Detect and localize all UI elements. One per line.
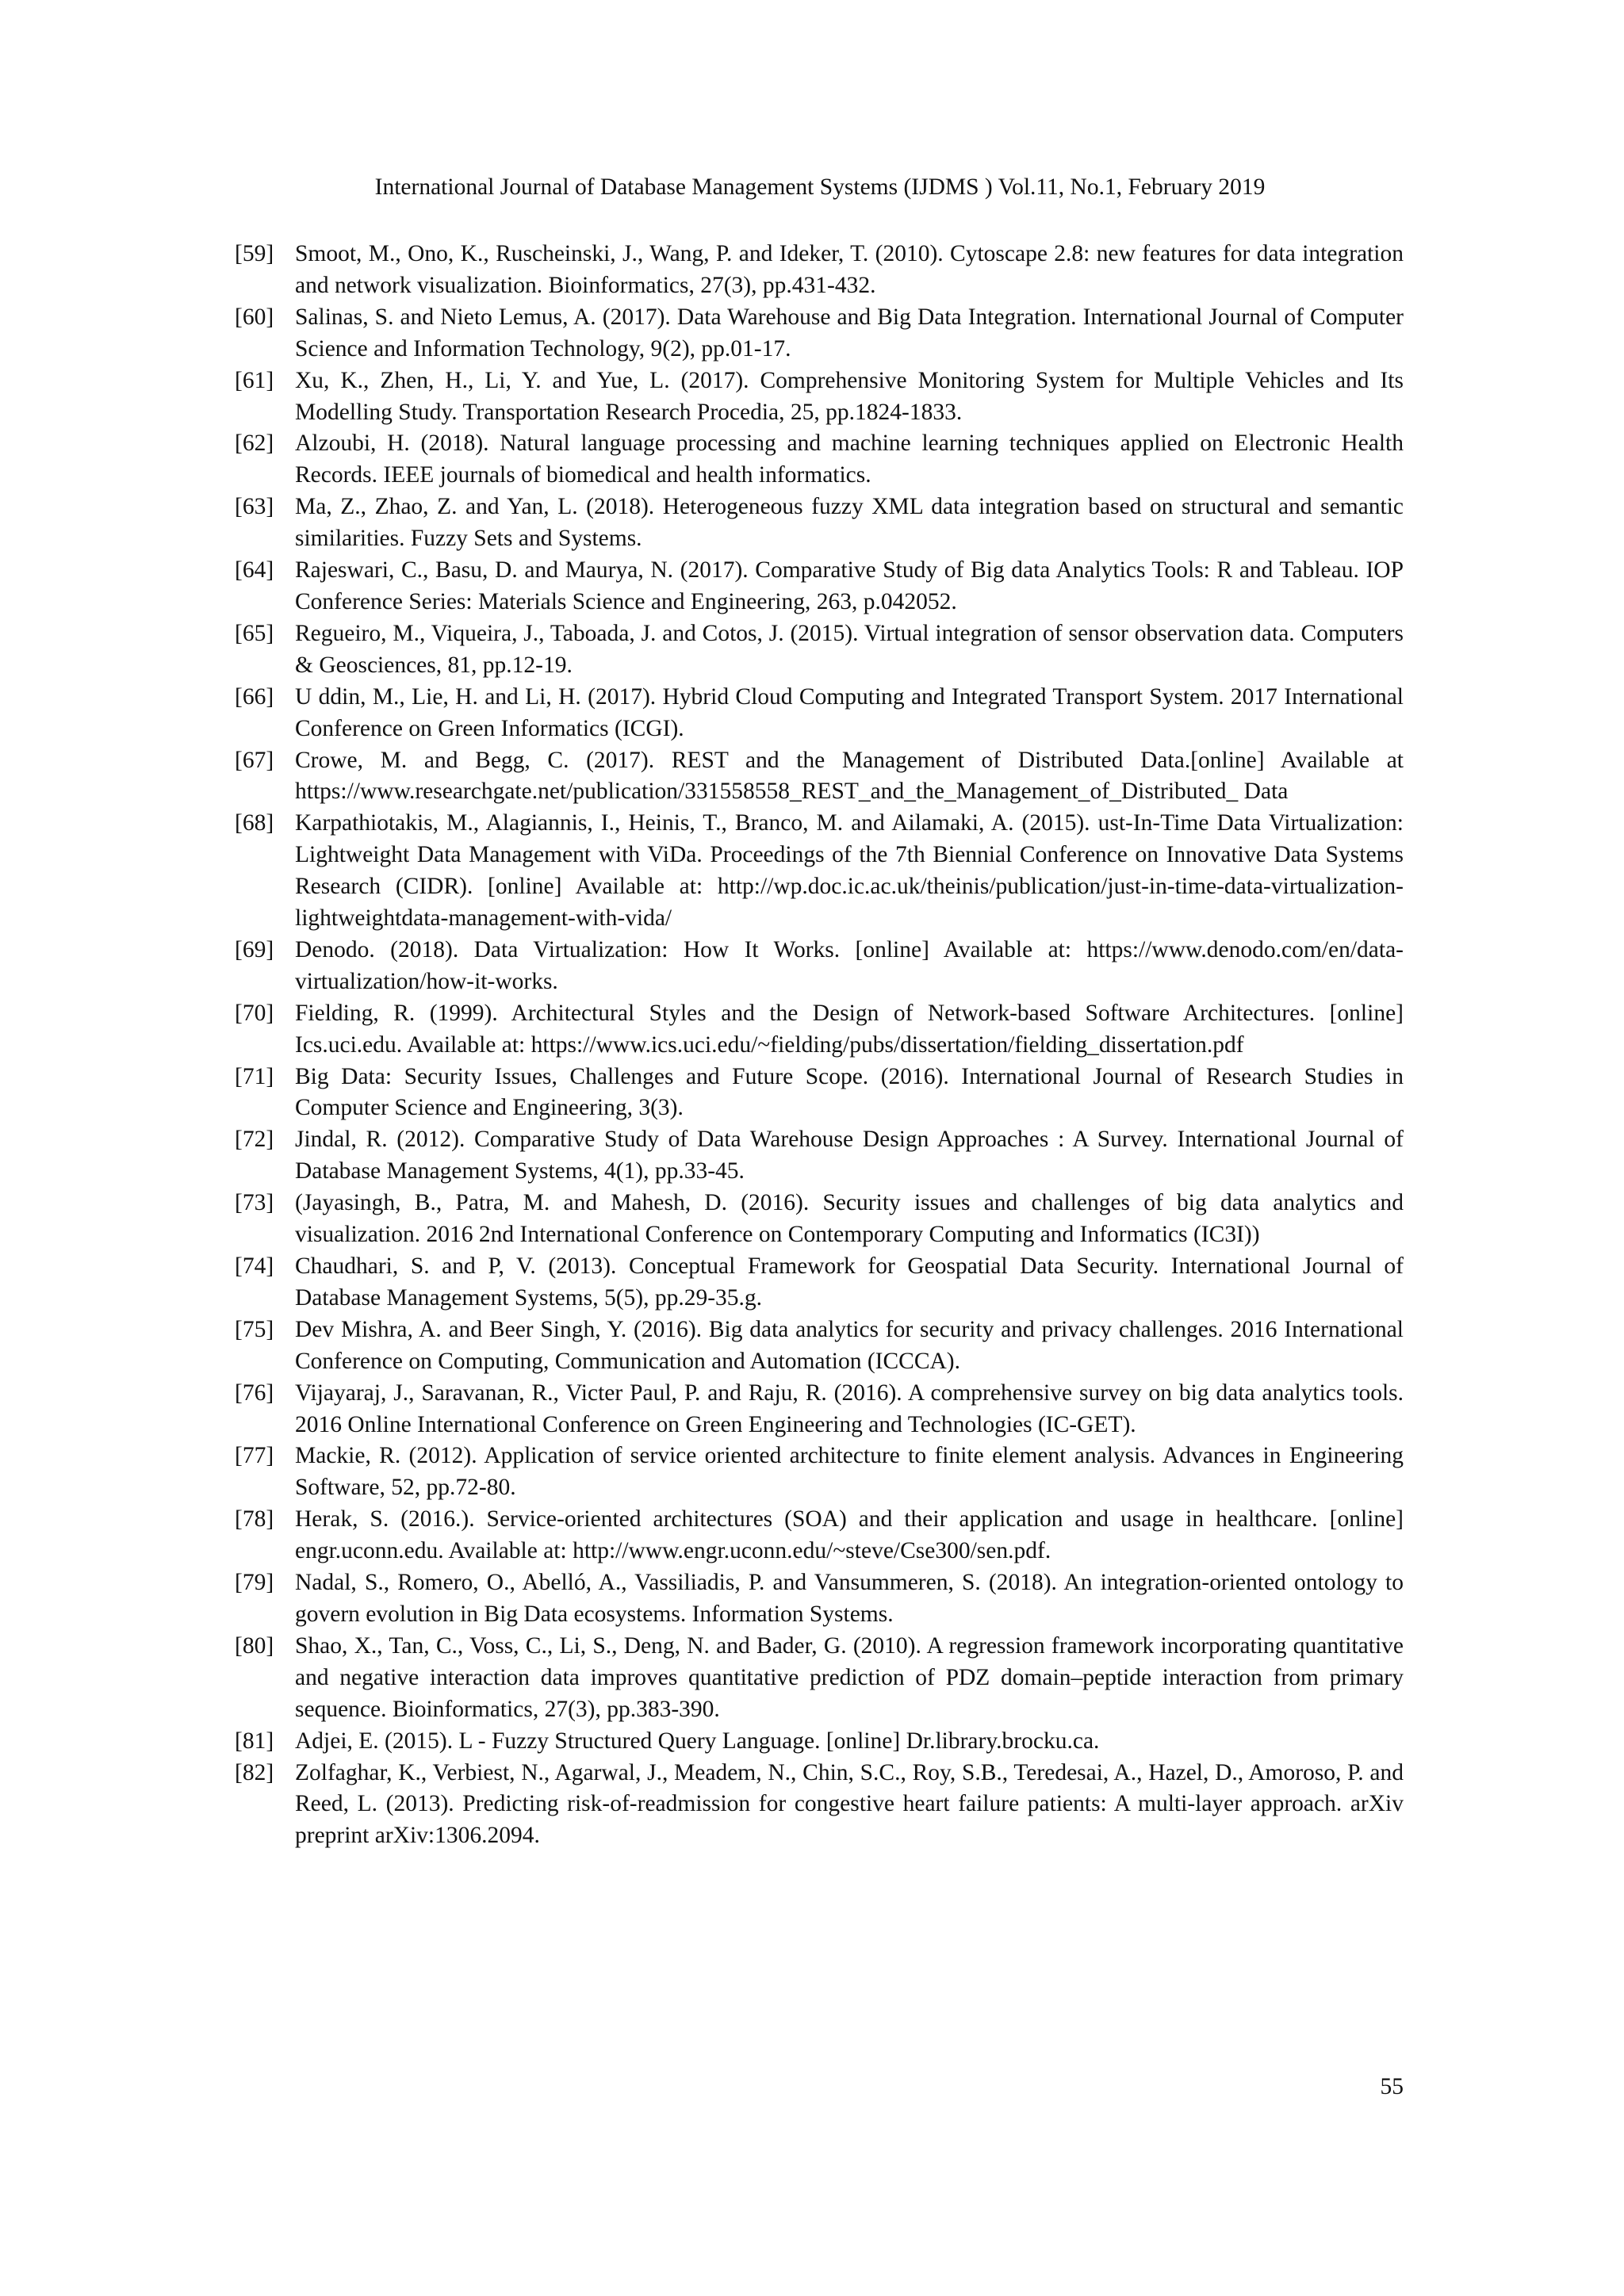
reference-text: Alzoubi, H. (2018). Natural language processing and machine learning techniques applied on Electronic Health Records. IEEE journals of biomedical and health informatics. [295, 430, 1404, 488]
reference-number: [66] [235, 683, 274, 710]
reference-number: [71] [235, 1063, 274, 1089]
reference-item [235, 1726, 1404, 1758]
reference-number: [74] [235, 1253, 274, 1279]
reference-text: Karpathiotakis, M., Alagiannis, I., Heinis, T., Branco, M. and Ailamaki, A. (2015). ust-In-Time Data Virtualization: Lightweight Data Management with ViDa. Proceedings of the 7th Biennial Conference on Innovative Data Systems Research (CIDR). [online] Available at: http://wp.doc.ic.ac.uk/theinis/publication/just-in-time-data-virtualization-lightweightdata-management-with-vida/ [295, 810, 1404, 932]
reference-number: [69] [235, 936, 274, 962]
reference-text: Vijayaraj, J., Saravanan, R., Victer Paul, P. and Raju, R. (2016). A comprehensive survey on big data analytics tools. 2016 Online International Conference on Green Engineering and Technologies (IC-GET). [295, 1380, 1404, 1437]
reference-number: [59] [235, 241, 274, 266]
reference-list [235, 239, 1404, 1852]
reference-item [235, 1251, 1404, 1314]
reference-item [235, 808, 1404, 935]
reference-number: [81] [235, 1728, 274, 1754]
reference-item [235, 1567, 1404, 1631]
reference-number: [72] [235, 1127, 274, 1153]
reference-text: Regueiro, M., Viqueira, J., Taboada, J. and Cotos, J. (2015). Virtual integration of sensor observation data. Computers & Geosciences, 81, pp.12-19. [295, 620, 1404, 678]
reference-text: Big Data: Security Issues, Challenges and Future Scope. (2016). International Journal of Research Studies in Computer Science and Engineering, 3(3). [295, 1063, 1404, 1121]
reference-item [235, 1504, 1404, 1567]
reference-item [235, 428, 1404, 492]
reference-text: Crowe, M. and Begg, C. (2017). REST and the Management of Distributed Data.[online] Available at https://www.researchgate.net/publication/331558558_REST_and_the_Management_of_Distributed_ Data [295, 747, 1404, 805]
reference-number: [79] [235, 1570, 274, 1596]
reference-item [235, 1062, 1404, 1125]
reference-text: Smoot, M., Ono, K., Ruscheinski, J., Wang, P. and Ideker, T. (2010). Cytoscape 2.8: new features for data integration and network visualization. Bioinformatics, 27(3), pp.431-432. [295, 241, 1404, 298]
reference-number: [75] [235, 1316, 274, 1342]
reference-text: Zolfaghar, K., Verbiest, N., Agarwal, J., Meadem, N., Chin, S.C., Roy, S.B., Teredesai, A., Hazel, D., Amoroso, P. and Reed, L. (2013). Predicting risk-of-readmission for congestive heart failure patients: A multi-layer approach. arXiv preprint arXiv:1306.2094. [295, 1759, 1404, 1849]
reference-item [235, 1378, 1404, 1441]
reference-item [235, 682, 1404, 745]
reference-item [235, 1124, 1404, 1188]
running-header: International Journal of Database Management Systems (IJDMS ) Vol.11, No.1, February 2019 [374, 174, 1266, 200]
reference-text: Jindal, R. (2012). Comparative Study of Data Warehouse Design Approaches : A Survey. International Journal of Database Management Systems, 4(1), pp.33-45. [295, 1127, 1404, 1184]
reference-item [235, 555, 1404, 618]
reference-text: Fielding, R. (1999). Architectural Styles and the Design of Network-based Software Architectures. [online] Ics.uci.edu. Available at: https://www.ics.uci.edu/~fielding/pubs/dissertation/fielding_dissertation.pdf [295, 1000, 1404, 1058]
page-number: 55 [1380, 2074, 1404, 2099]
reference-item [235, 302, 1404, 365]
reference-number: [82] [235, 1759, 274, 1785]
reference-text: Adjei, E. (2015). L - Fuzzy Structured Query Language. [online] Dr.library.brocku.ca. [295, 1728, 1100, 1754]
reference-item [235, 745, 1404, 809]
reference-number: [63] [235, 494, 274, 520]
reference-item [235, 1188, 1404, 1251]
reference-number: [60] [235, 304, 274, 330]
reference-number: [77] [235, 1443, 274, 1469]
reference-number: [80] [235, 1632, 274, 1659]
reference-text: Herak, S. (2016.). Service-oriented architectures (SOA) and their application and usage in healthcare. [online] engr.uconn.edu. Available at: http://www.engr.uconn.edu/~steve/Cse300/sen.pdf. [295, 1506, 1404, 1564]
reference-text: Mackie, R. (2012). Application of service oriented architecture to finite element analysis. Advances in Engineering Software, 52, pp.72-80. [295, 1443, 1404, 1501]
reference-number: [78] [235, 1506, 274, 1533]
reference-item [235, 935, 1404, 998]
reference-number: [76] [235, 1380, 274, 1406]
reference-number: [65] [235, 620, 274, 646]
reference-item [235, 618, 1404, 682]
reference-number: [62] [235, 430, 274, 457]
reference-number: [73] [235, 1190, 274, 1216]
reference-text: Rajeswari, C., Basu, D. and Maurya, N. (2017). Comparative Study of Big data Analytics Tools: R and Tableau. IOP Conference Series: Materials Science and Engineering, 263, p.042052. [295, 557, 1404, 614]
reference-item [235, 365, 1404, 429]
reference-text: Denodo. (2018). Data Virtualization: How It Works. [online] Available at: https://www.denodo.com/en/data-virtualization/how-it-works. [295, 936, 1404, 994]
reference-text: Dev Mishra, A. and Beer Singh, Y. (2016). Big data analytics for security and privacy challenges. 2016 International Conference on Computing, Communication and Automation (ICCCA). [295, 1316, 1404, 1374]
reference-text: (Jayasingh, B., Patra, M. and Mahesh, D. (2016). Security issues and challenges of big data analytics and visualization. 2016 2nd International Conference on Contemporary Computing and Informatics (IC3I)) [295, 1190, 1404, 1248]
reference-item [235, 1314, 1404, 1378]
reference-item [235, 998, 1404, 1062]
reference-text: Salinas, S. and Nieto Lemus, A. (2017). Data Warehouse and Big Data Integration. International Journal of Computer Science and Information Technology, 9(2), pp.01-17. [295, 304, 1404, 362]
reference-text: Chaudhari, S. and P, V. (2013). Conceptual Framework for Geospatial Data Security. International Journal of Database Management Systems, 5(5), pp.29-35.g. [295, 1253, 1404, 1311]
reference-text: U ddin, M., Lie, H. and Li, H. (2017). Hybrid Cloud Computing and Integrated Transport System. 2017 International Conference on Green Informatics (ICGI). [295, 683, 1404, 741]
reference-number: [61] [235, 367, 274, 393]
reference-item [235, 1758, 1404, 1853]
reference-number: [68] [235, 810, 274, 836]
reference-item [235, 492, 1404, 555]
reference-number: [64] [235, 557, 274, 584]
reference-number: [70] [235, 1000, 274, 1026]
reference-number: [67] [235, 747, 274, 773]
reference-item [235, 1631, 1404, 1726]
reference-item [235, 239, 1404, 302]
reference-item [235, 1441, 1404, 1504]
reference-text: Xu, K., Zhen, H., Li, Y. and Yue, L. (2017). Comprehensive Monitoring System for Multiple Vehicles and Its Modelling Study. Transportation Research Procedia, 25, pp.1824-1833. [295, 367, 1404, 425]
reference-text: Nadal, S., Romero, O., Abelló, A., Vassiliadis, P. and Vansummeren, S. (2018). An integration-oriented ontology to govern evolution in Big Data ecosystems. Information Systems. [295, 1570, 1404, 1627]
reference-text: Shao, X., Tan, C., Voss, C., Li, S., Deng, N. and Bader, G. (2010). A regression framework incorporating quantitative and negative interaction data improves quantitative prediction of PDZ domain–peptide interaction from primary sequence. Bioinformatics, 27(3), pp.383-390. [295, 1632, 1404, 1722]
reference-text: Ma, Z., Zhao, Z. and Yan, L. (2018). Heterogeneous fuzzy XML data integration based on structural and semantic similarities. Fuzzy Sets and Systems. [295, 494, 1404, 552]
